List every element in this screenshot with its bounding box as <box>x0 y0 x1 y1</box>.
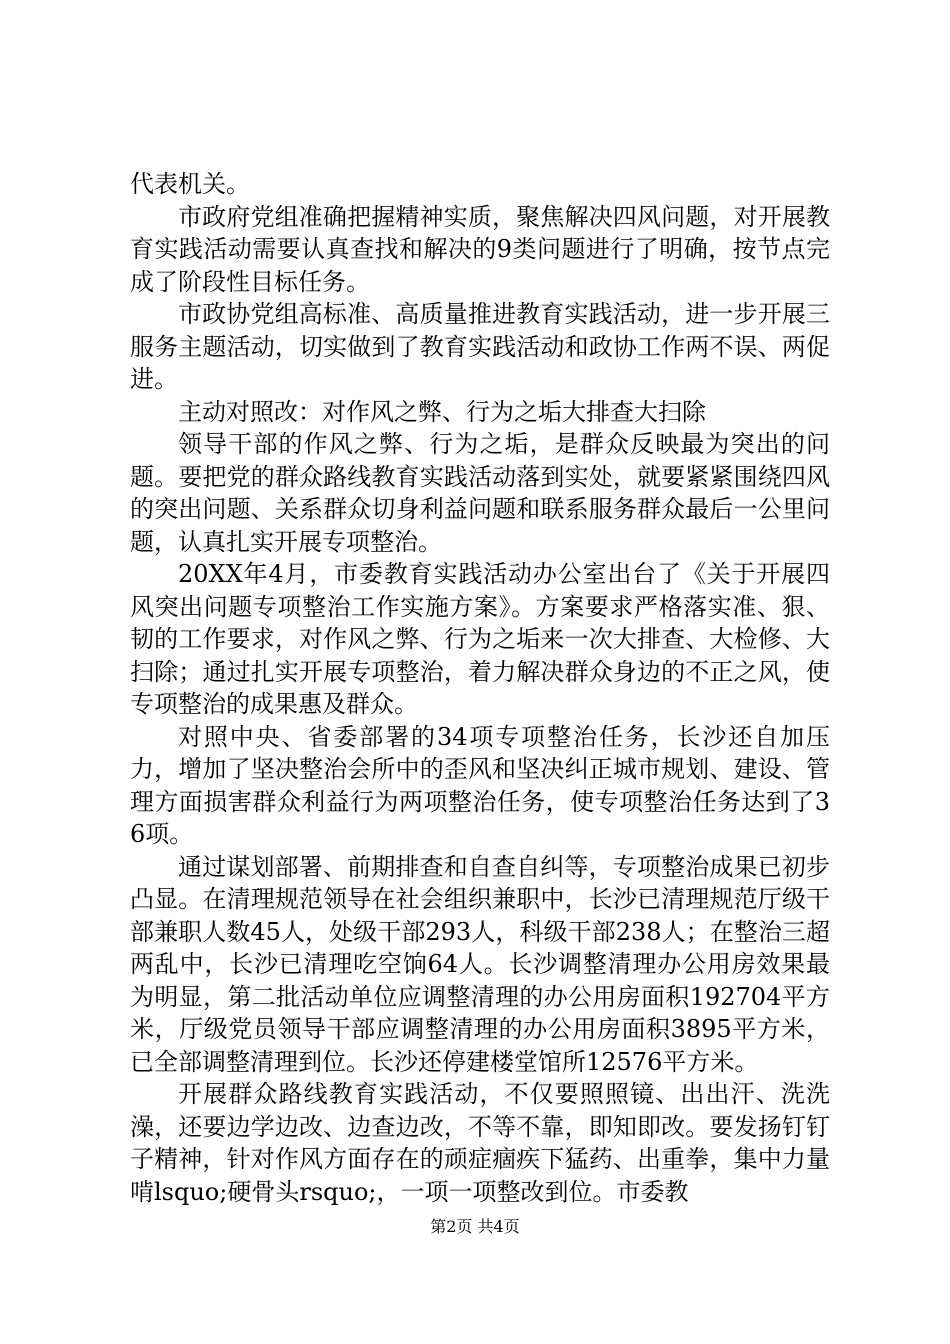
paragraph-7: 对照中央、省委部署的34项专项整治任务，长沙还自加压力，增加了坚决整治会所中的歪风和坚决纠正城市规划、建设、管理方面损害群众利益行为两项整治任务，使专项整治任务达到了36项。 <box>130 722 830 848</box>
paragraph-6: 20XX年4月，市委教育实践活动办公室出台了《关于开展四风突出问题专项整治工作实施方案》。方案要求严格落实准、狠、韧的工作要求，对作风之弊、行为之垢来一次大排查、大检修、大扫除；通过扎实开展专项整治，着力解决群众身边的不正之风，使专项整治的成果惠及群众。 <box>130 560 830 718</box>
paragraph-8: 通过谋划部署、前期排查和自查自纠等，专项整治成果已初步凸显。在清理规范领导在社会组织兼职中，长沙已清理规范厅级干部兼职人数45人，处级干部293人，科级干部238人；在整治三超两乱中，长沙已清理吃空饷64人。长沙调整清理办公用房效果最为明显，第二批活动单位应调整清理的办公用房面积192704平方米，厅级党员领导干部应调整清理的办公用房面积3895平方米，已全部调整清理到位。长沙还停建楼堂馆所12576平方米。 <box>130 852 830 1076</box>
paragraph-2: 市政府党组准确把握精神实质，聚焦解决四风问题，对开展教育实践活动需要认真查找和解决的9类问题进行了明确，按节点完成了阶段性目标任务。 <box>130 202 830 296</box>
paragraph-1: 代表机关。 <box>130 170 250 198</box>
paragraph-5: 领导干部的作风之弊、行为之垢，是群众反映最为突出的问题。要把党的群众路线教育实践活动落到实处，就要紧紧围绕四风的突出问题、关系群众切身利益问题和联系服务群众最后一公里问题，认真扎实开展专项整治。 <box>130 430 830 556</box>
document-body <box>130 168 830 1208</box>
paragraph-3: 市政协党组高标准、高质量推进教育实践活动，进一步开展三服务主题活动，切实做到了教育实践活动和政协工作两不误、两促进。 <box>130 300 830 393</box>
page-footer: 第2页 共4页 <box>430 1217 520 1236</box>
section-heading: 主动对照改：对作风之弊、行为之垢大排查大扫除 <box>178 397 706 426</box>
paragraph-9: 开展群众路线教育实践活动，不仅要照照镜、出出汗、洗洗澡，还要边学边改、边查边改，不等不靠，即知即改。要发扬钉钉子精神，针对作风方面存在的顽症痼疾下猛药、出重拳，集中力量啃lsquo;硬骨头rsquo;，一项一项整改到位。市委教 <box>130 1080 830 1206</box>
